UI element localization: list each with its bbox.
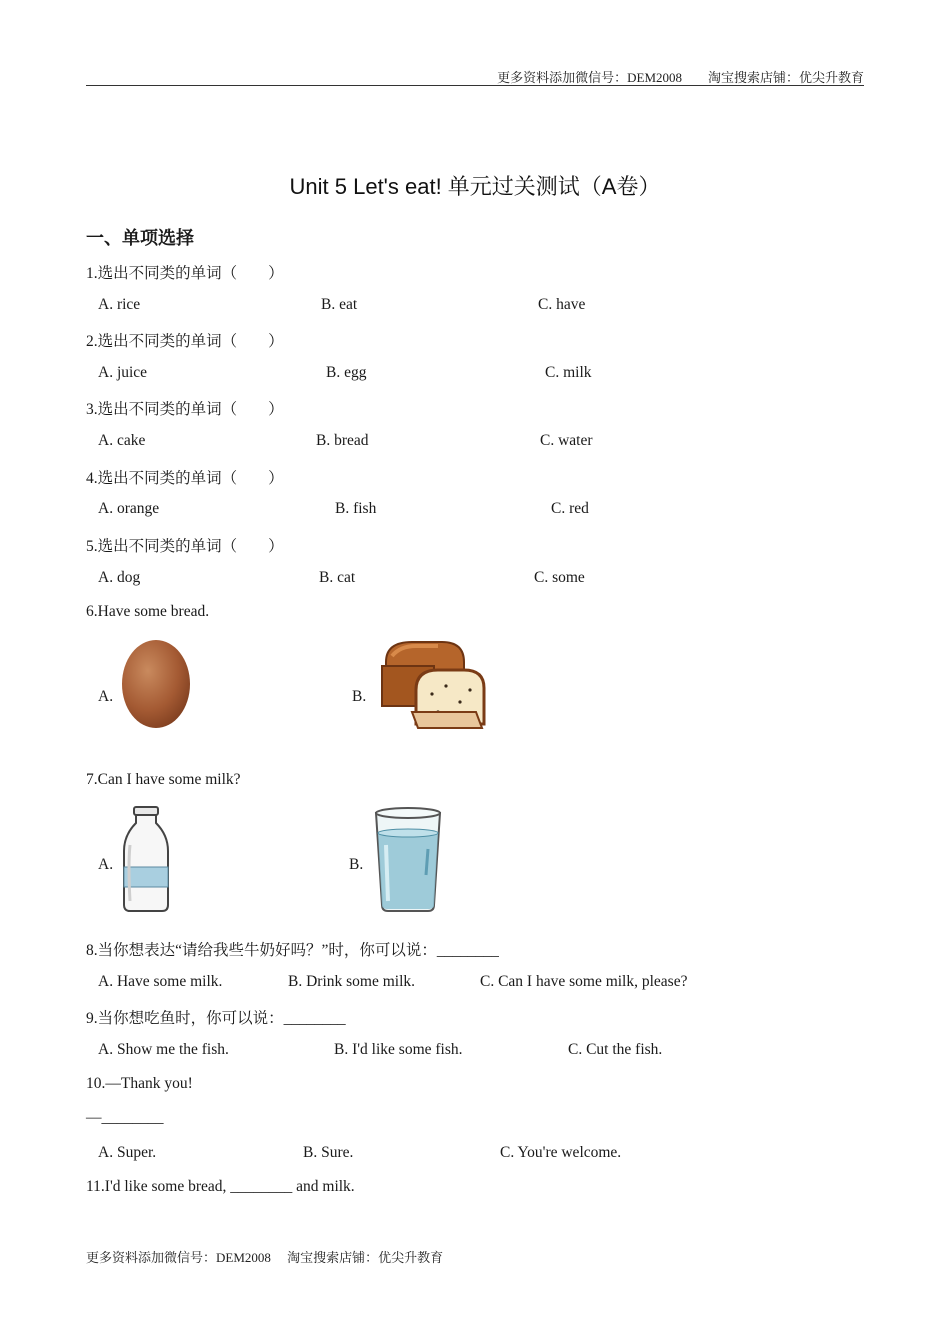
question-7: 7.Can I have some milk?: [86, 771, 241, 788]
question-8-option-a: A. Have some milk.: [98, 973, 223, 990]
header-divider: [86, 85, 864, 86]
question-3: 3.选出不同类的单词（ ）: [86, 401, 284, 418]
page-header-text: 更多资料添加微信号：DEM2008 淘宝搜索店铺：优尖升教育: [497, 70, 864, 85]
bread-image: [372, 632, 494, 734]
question-5: 5.选出不同类的单词（ ）: [86, 538, 284, 555]
question-1-option-c: C. have: [538, 296, 586, 313]
question-2-option-a: A. juice: [98, 364, 148, 381]
milk-bottle-image: [118, 805, 176, 915]
question-7-option-a: A.: [98, 856, 114, 873]
question-5-option-c: C. some: [534, 569, 585, 586]
page-footer-text: 更多资料添加微信号：DEM2008 淘宝搜索店铺：优尖升教育: [86, 1250, 444, 1265]
question-4-option-a: A. orange: [98, 500, 160, 517]
question-1-option-b: B. eat: [321, 296, 358, 313]
question-3-option-c: C. water: [540, 432, 593, 449]
question-2: 2.选出不同类的单词（ ）: [86, 333, 284, 350]
question-4-option-c: C. red: [551, 500, 589, 517]
question-6: 6.Have some bread.: [86, 603, 210, 620]
question-9-option-b: B. I'd like some fish.: [334, 1041, 463, 1058]
section-heading: 一、单项选择: [86, 228, 194, 249]
question-11: 11.I'd like some bread, ________ and milk.: [86, 1178, 355, 1195]
question-8: 8.当你想表达“请给我些牛奶好吗？”时，你可以说：________: [86, 942, 499, 959]
question-10-response-blank: —________: [86, 1109, 164, 1126]
question-9: 9.当你想吃鱼时，你可以说：________: [86, 1010, 346, 1027]
page-title: Unit 5 Let's eat! 单元过关测试（A卷）: [289, 174, 661, 199]
question-5-option-b: B. cat: [319, 569, 356, 586]
question-9-option-a: A. Show me the fish.: [98, 1041, 229, 1058]
question-8-option-c: C. Can I have some milk, please?: [480, 973, 688, 990]
question-2-option-b: B. egg: [326, 364, 367, 381]
question-4: 4.选出不同类的单词（ ）: [86, 470, 284, 487]
question-2-option-c: C. milk: [545, 364, 592, 381]
question-6-option-a: A.: [98, 688, 114, 705]
glass-of-water-image: [370, 805, 446, 915]
question-3-option-b: B. bread: [316, 432, 369, 449]
question-1: 1.选出不同类的单词（ ）: [86, 265, 284, 282]
question-5-option-a: A. dog: [98, 569, 141, 586]
question-9-option-c: C. Cut the fish.: [568, 1041, 663, 1058]
question-10: 10.—Thank you!: [86, 1075, 193, 1092]
question-4-option-b: B. fish: [335, 500, 377, 517]
question-3-option-a: A. cake: [98, 432, 146, 449]
egg-image: [118, 636, 196, 734]
question-10-option-c: C. You're welcome.: [500, 1144, 622, 1161]
question-8-option-b: B. Drink some milk.: [288, 973, 416, 990]
question-6-option-b: B.: [352, 688, 367, 705]
question-1-option-a: A. rice: [98, 296, 141, 313]
question-7-option-b: B.: [349, 856, 364, 873]
question-10-option-a: A. Super.: [98, 1144, 157, 1161]
question-10-option-b: B. Sure.: [303, 1144, 354, 1161]
